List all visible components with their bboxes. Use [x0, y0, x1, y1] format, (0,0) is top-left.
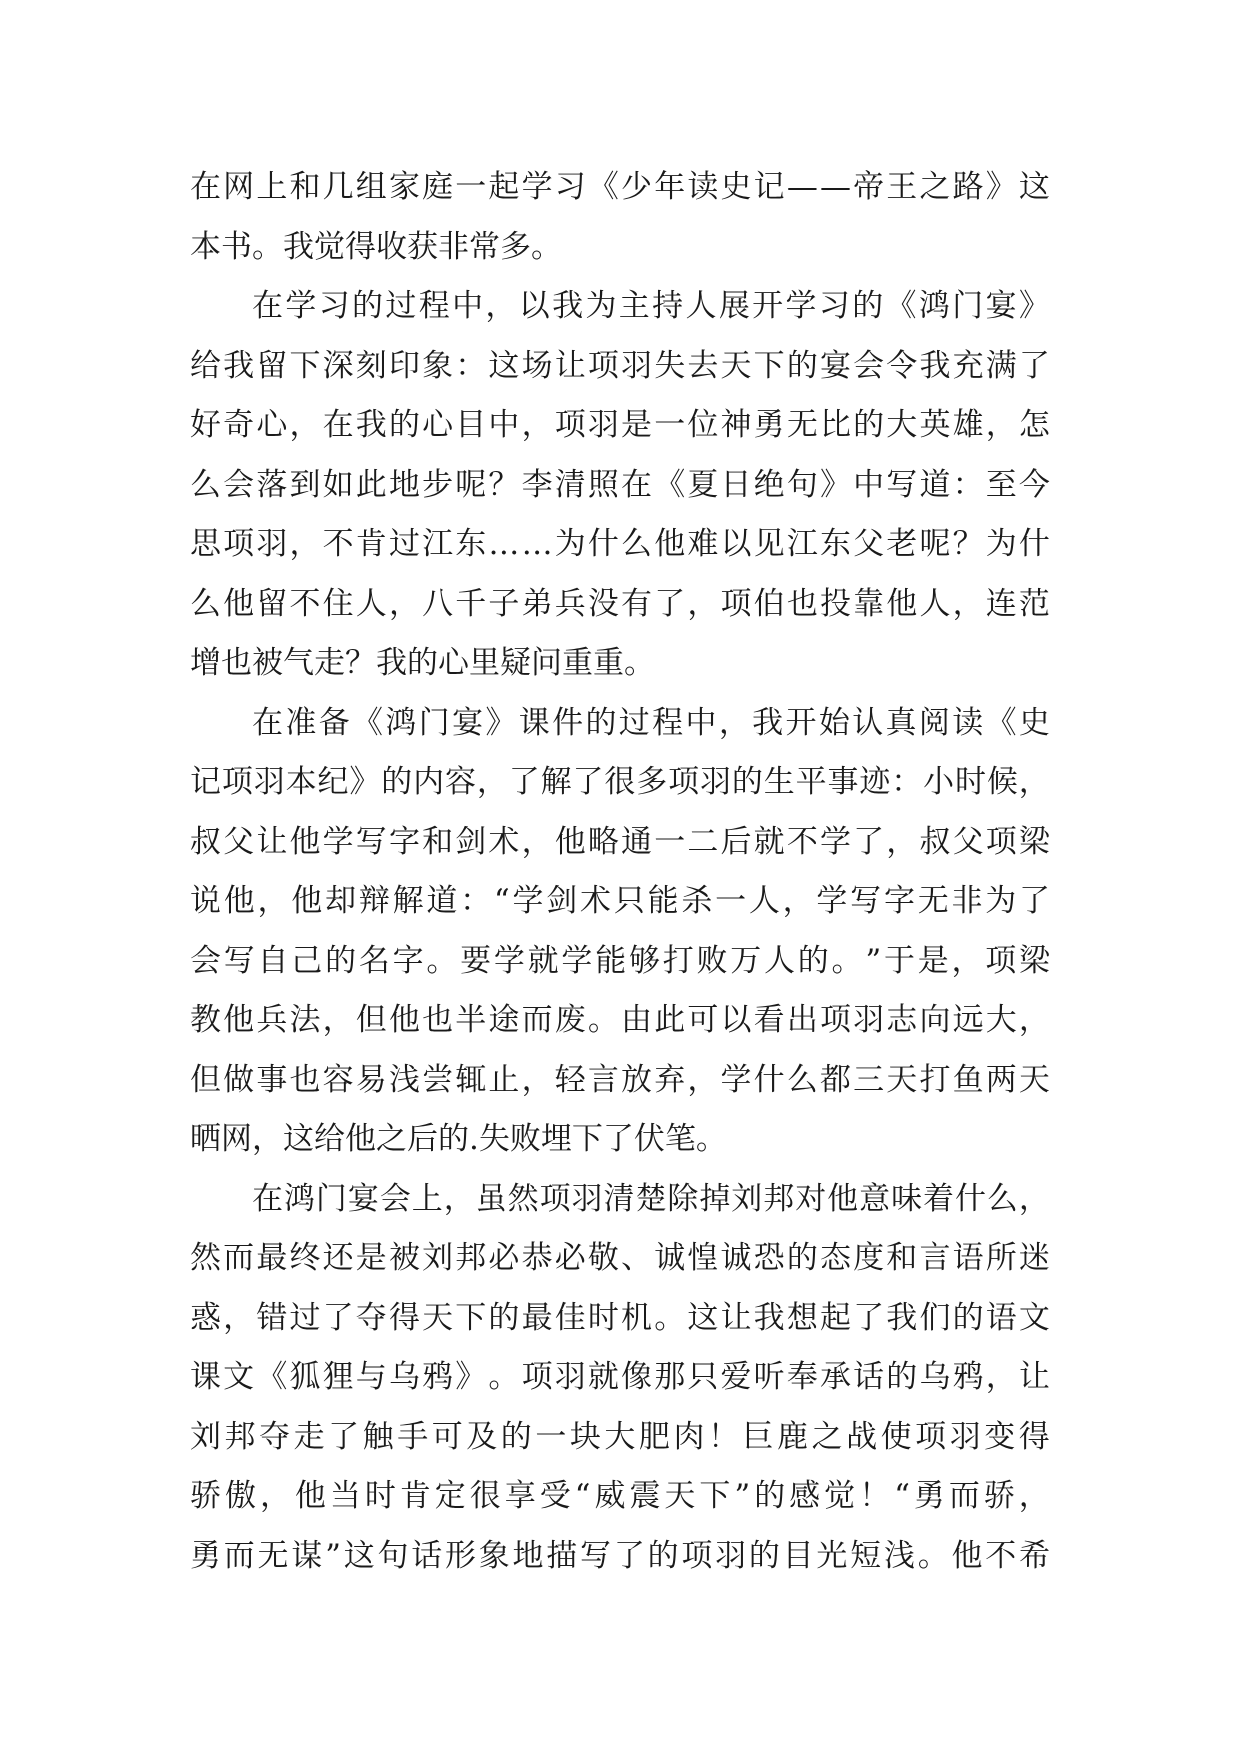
text-line: 惑 ， 错 过 了 夺 得 天 下 的 最 佳 时 机 。 这 让 我 想 起 了 我 们 的 语 文	[190, 1299, 1050, 1336]
text-line: 么 他 留 不 住 人 ， 八 千 子 弟 兵 没 有 了 ， 项 伯 也 投 靠 他 人 ， 连 范	[190, 585, 1050, 622]
body-text	[190, 158, 1050, 1586]
text-line: 但 做 事 也 容 易 浅 尝 辄 止 ， 轻 言 放 弃 ， 学 什 么 都 三 天 打 鱼 两 天	[190, 1061, 1050, 1098]
text-line: 叔 父 让 他 学 写 字 和 剑 术 ， 他 略 通 一 二 后 就 不 学 了 ， 叔 父 项 梁	[190, 823, 1050, 860]
text-line: 么 会 落 到 如 此 地 步 呢 ？ 李 清 照 在 《 夏 日 绝 句 》 中 写 道 ： 至 今	[190, 466, 1050, 503]
text-line: 会 写 自 己 的 名 字 。 要 学 就 学 能 够 打 败 万 人 的 。 ” 于 是 ， 项 梁	[190, 942, 1050, 979]
text-line: 在 准 备 《 鸿 门 宴 》 课 件 的 过 程 中 ， 我 开 始 认 真 阅 读 《 史	[252, 704, 1050, 741]
text-line: 然 而 最 终 还 是 被 刘 邦 必 恭 必 敬 、 诚 惶 诚 恐 的 态 度 和 言 语 所 迷	[190, 1240, 1050, 1276]
text-line: 刘 邦 夺 走 了 触 手 可 及 的 一 块 大 肥 肉 ！ 巨 鹿 之 战 使 项 羽 变 得	[190, 1418, 1050, 1455]
text-line: 在 网 上 和 几 组 家 庭 一 起 学 习 《 少 年 读 史 记 — — 帝 王 之 路 》 这	[190, 169, 1050, 205]
text-line: 在 学 习 的 过 程 中 ， 以 我 为 主 持 人 展 开 学 习 的 《 鸿 门 宴 》	[252, 288, 1050, 324]
text-line: 骄 傲 ， 他 当 时 肯 定 很 享 受 “ 威 震 天 下 ” 的 感 觉 ！ “ 勇 而 骄 ，	[190, 1478, 1050, 1514]
text-line: 教 他 兵 法 ， 但 他 也 半 途 而 废 。 由 此 可 以 看 出 项 羽 志 向 远 大 ，	[190, 1002, 1050, 1038]
text-line: 勇 而 无 谋 ” 这 句 话 形 象 地 描 写 了 的 项 羽 的 目 光 短 浅 。 他 不 希	[190, 1537, 1050, 1574]
text-line: 给 我 留 下 深 刻 印 象 ： 这 场 让 项 羽 失 去 天 下 的 宴 会 令 我 充 满 了	[190, 347, 1050, 384]
text-line: 晒网，这给他之后的.失败埋下了伏笔。	[190, 1121, 727, 1157]
text-line: 课 文 《 狐 狸 与 乌 鸦 》 。 项 羽 就 像 那 只 爱 听 奉 承 话 的 乌 鸦 ， 让	[190, 1359, 1050, 1395]
text-line: 增也被气走？我的心里疑问重重。	[190, 645, 655, 681]
text-line: 思 项 羽 ， 不 肯 过 江 东 … … 为 什 么 他 难 以 见 江 东 父 老 呢 ？ 为 什	[190, 526, 1050, 562]
text-line: 在 鸿 门 宴 会 上 ， 虽 然 项 羽 清 楚 除 掉 刘 邦 对 他 意 味 着 什 么 ，	[252, 1180, 1050, 1217]
text-line: 记 项 羽 本 纪 》 的 内 容 ， 了 解 了 很 多 项 羽 的 生 平 事 迹 ： 小 时 候 ，	[190, 764, 1050, 800]
text-line: 好 奇 心 ， 在 我 的 心 目 中 ， 项 羽 是 一 位 神 勇 无 比 的 大 英 雄 ， 怎	[190, 407, 1050, 443]
text-line: 本书。我觉得收获非常多。	[190, 228, 562, 265]
text-line: 说 他 ， 他 却 辩 解 道 ： “ 学 剑 术 只 能 杀 一 人 ， 学 写 字 无 非 为 了	[190, 883, 1050, 919]
